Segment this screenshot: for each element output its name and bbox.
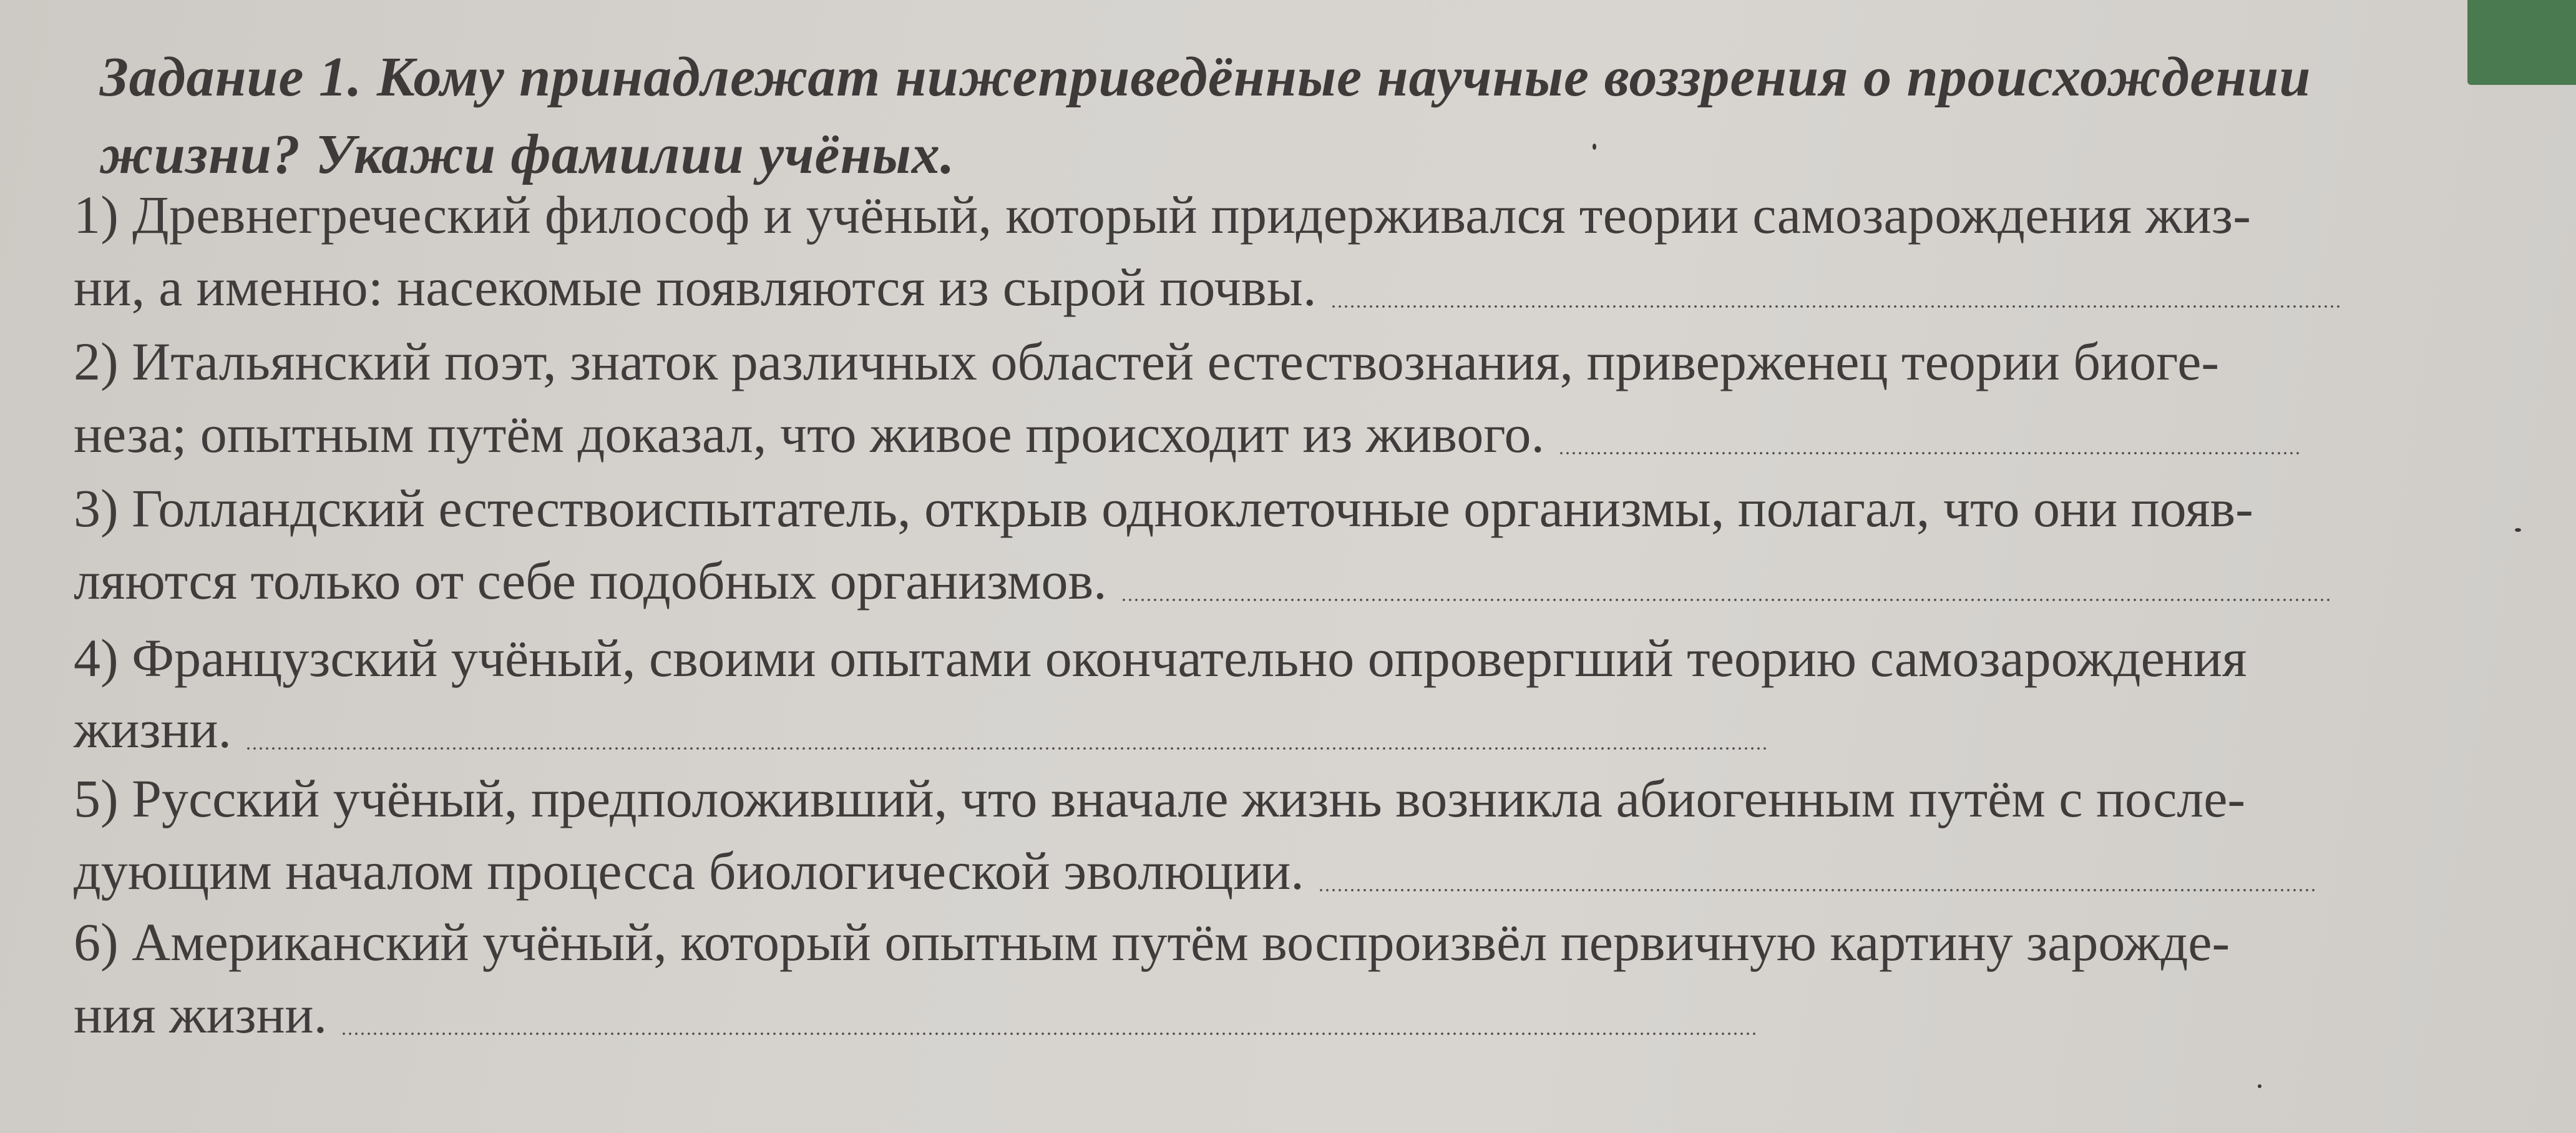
question-item-5-line-2	[74, 838, 2316, 903]
task-heading-line-1: Задание 1. Кому принадлежат нижеприведённые научные воззрения о происхождении	[100, 46, 2311, 108]
answer-blank-5[interactable]	[1318, 888, 2316, 892]
question-item-6-text-2: ния жизни.	[74, 984, 328, 1044]
question-item-2-text-1: 2) Итальянский поэт, знаток различных областей естествознания, приверженец теории биоге-	[74, 331, 2220, 391]
question-item-3	[74, 476, 2331, 613]
question-item-5-text-2: дующим началом процесса биологической эволюции.	[74, 841, 1304, 901]
question-item-5-line-1	[74, 766, 2316, 831]
answer-blank-1[interactable]	[1330, 305, 2341, 308]
question-item-6-text-1: 6) Американский учёный, который опытным путём воспроизвёл первичную картину зарожде-	[74, 912, 2230, 972]
question-item-5	[74, 766, 2316, 903]
question-item-1-text-1: 1) Древнегреческий философ и учёный, который придерживался теории самозарождения жиз-	[74, 185, 2252, 245]
question-item-3-line-1	[74, 476, 2331, 541]
question-item-6-line-2	[74, 982, 2230, 1047]
task-heading-line-2: жизни? Укажи фамилии учёных.	[100, 124, 955, 185]
question-item-4	[74, 625, 2247, 762]
question-item-2-line-1	[74, 329, 2301, 394]
question-item-1-line-2	[74, 255, 2341, 320]
paper-speck	[1593, 144, 1596, 150]
answer-blank-2[interactable]	[1558, 451, 2301, 455]
question-item-1-text-2: ни, а именно: насекомые появляются из сырой почвы.	[74, 257, 1317, 317]
question-item-3-text-1: 3) Голландский естествоиспытатель, открыв одноклеточные организмы, полагал, что они появ-	[74, 478, 2253, 538]
question-item-4-text-2: жизни.	[74, 699, 232, 759]
answer-blank-4[interactable]	[245, 747, 1768, 750]
paper-speck	[2258, 1084, 2261, 1088]
answer-blank-3[interactable]	[1121, 598, 2331, 602]
question-item-4-text-1: 4) Французский учёный, своими опытами окончательно опровергший теорию самозарождения	[74, 628, 2247, 688]
question-item-1	[74, 182, 2341, 320]
question-item-4-line-2	[74, 697, 2247, 762]
question-item-3-text-2: ляются только от себе подобных организмов.	[74, 551, 1107, 611]
question-item-3-line-2	[74, 548, 2331, 613]
green-corner-tab	[2467, 0, 2576, 85]
paper-speck	[2515, 528, 2521, 532]
question-item-6-line-1	[74, 910, 2230, 974]
question-item-2-text-2: неза; опытным путём доказал, что живое происходит из живого.	[74, 404, 1544, 464]
task-heading	[100, 39, 2446, 194]
question-item-2-line-2	[74, 401, 2301, 466]
answer-blank-6[interactable]	[341, 1032, 1757, 1036]
question-item-1-line-1	[74, 182, 2341, 247]
question-item-5-text-1: 5) Русский учёный, предположивший, что вначале жизнь возникла абиогенным путём с после-	[74, 768, 2246, 828]
question-item-2	[74, 329, 2301, 466]
question-item-6	[74, 910, 2230, 1047]
question-item-4-line-1	[74, 625, 2247, 690]
